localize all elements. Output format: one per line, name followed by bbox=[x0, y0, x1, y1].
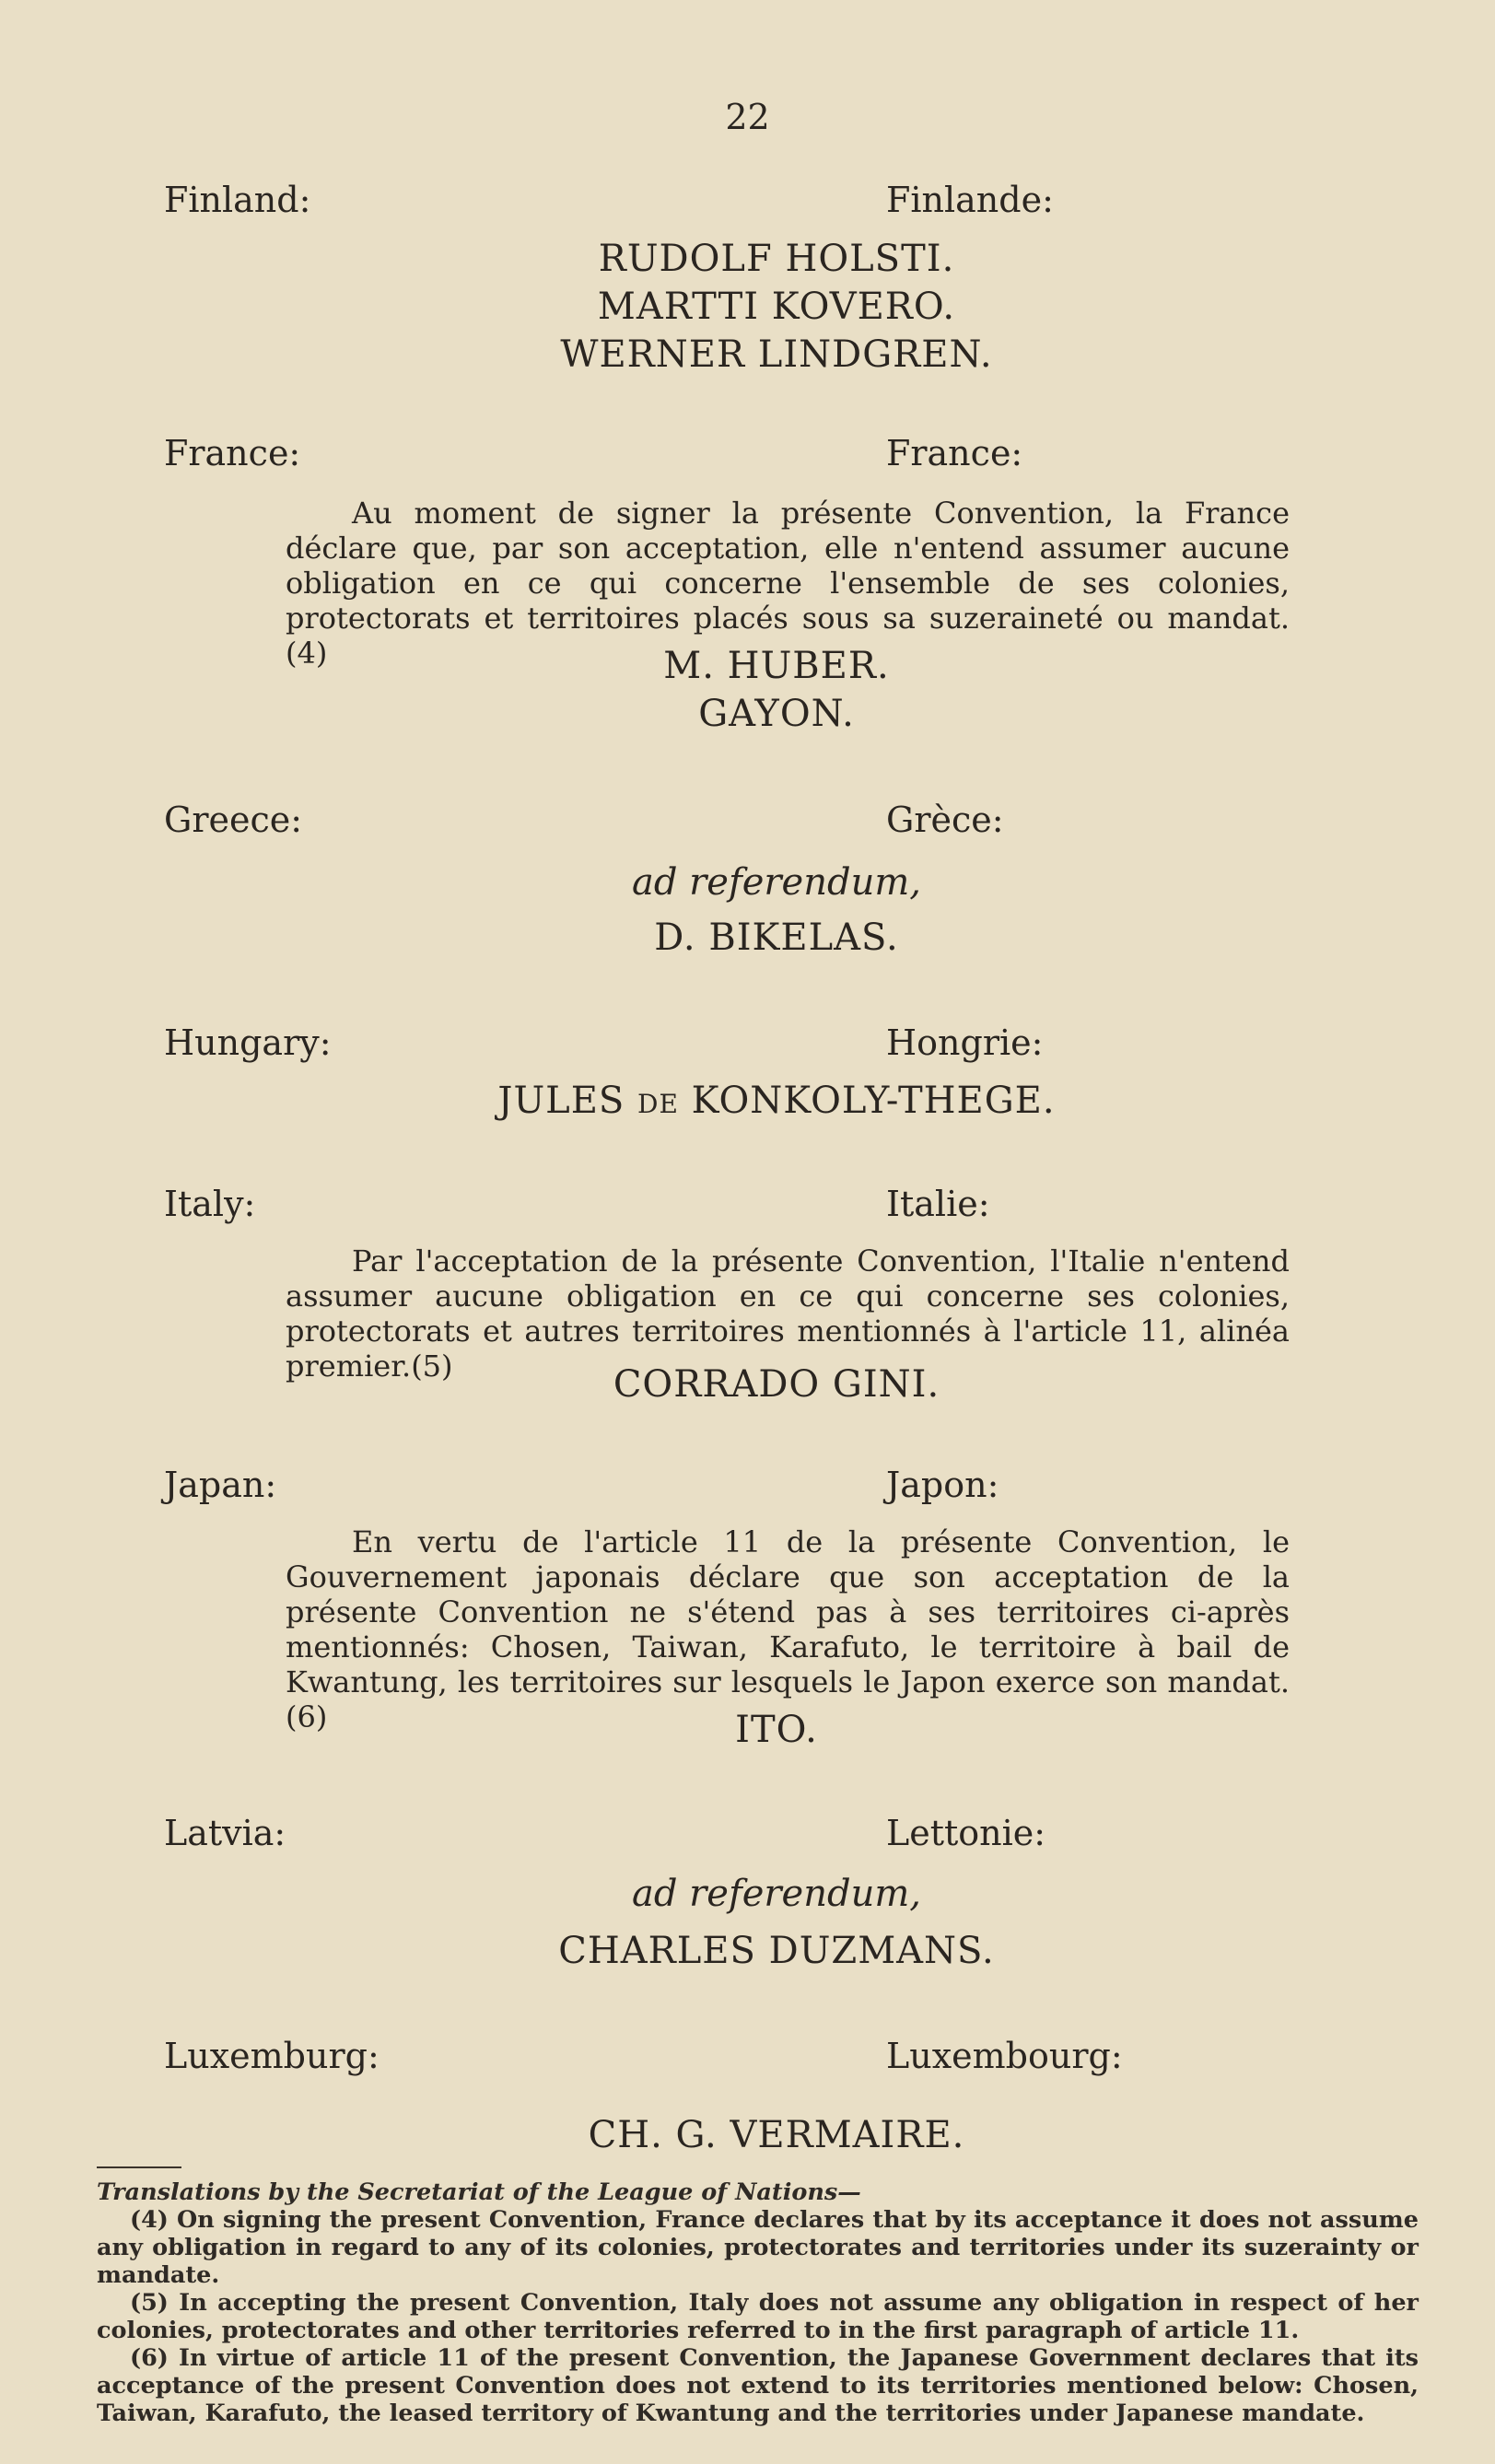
signatory-name: CORRADO GINI. bbox=[613, 1363, 940, 1406]
signatory-surname: KONKOLY-THEGE. bbox=[691, 1080, 1056, 1122]
country-french-greece: Grèce: bbox=[886, 800, 1004, 840]
country-english-luxemburg: Luxemburg: bbox=[164, 2036, 380, 2076]
signatory-name bbox=[164, 1080, 1389, 1122]
footnote-item: (4) On signing the present Convention, France declares that by its acceptance it does not assume any obligation in regard to any of its colonies, protectorates and territories under its suzerainty or mandate. bbox=[97, 2206, 1419, 2289]
reservation-note: ad referendum, bbox=[631, 861, 921, 904]
country-french-japan: Japon: bbox=[886, 1465, 999, 1505]
country-french-france: France: bbox=[886, 433, 1023, 473]
signatory-name: CH. G. VERMAIRE. bbox=[588, 2114, 965, 2156]
footnotes bbox=[97, 2178, 1419, 2427]
country-french-hungary: Hongrie: bbox=[886, 1022, 1044, 1063]
country-english-greece: Greece: bbox=[164, 800, 303, 840]
footnote-item: (6) In virtue of article 11 of the present Convention, the Japanese Government declares that its acceptance of the present Convention does not extend to its territories mentioned below: Chosen, Taiwan, Karafuto, the leased territory of Kwantung and the territories under Japanese mandate. bbox=[97, 2344, 1419, 2427]
signatory-particle: DE bbox=[637, 1089, 679, 1119]
reservation-note: ad referendum, bbox=[631, 1873, 921, 1915]
signatory-name: MARTTI KOVERO. bbox=[597, 286, 956, 328]
signatory-name: M. HUBER. bbox=[663, 645, 890, 687]
country-english-finland: Finland: bbox=[164, 180, 311, 220]
footnote-heading: Translations by the Secretariat of the League of Nations— bbox=[97, 2178, 861, 2206]
signatory-name: WERNER LINDGREN. bbox=[560, 333, 993, 376]
france-declaration: Au moment de signer la présente Convention, la France déclare que, par son acceptation, elle n'entend assumer aucune obligation en ce qui concerne l'ensemble de ses colonies, protectorats et territoires placés sous sa suzeraineté ou mandat.(4) bbox=[286, 496, 1290, 671]
signatory-name: ITO. bbox=[735, 1709, 818, 1751]
italy-declaration: Par l'acceptation de la présente Convention, l'Italie n'entend assumer aucune obligation en ce qui concerne ses colonies, protectorats et autres territoires mentionnés à l'article 11, alinéa premier.(5) bbox=[286, 1244, 1290, 1384]
signatory-name: GAYON. bbox=[698, 693, 855, 735]
country-english-latvia: Latvia: bbox=[164, 1813, 286, 1853]
footnote-item: (5) In accepting the present Convention, Italy does not assume any obligation in respect of her colonies, protectorates and other territories referred to in the first paragraph of article 11. bbox=[97, 2289, 1419, 2344]
country-english-italy: Italy: bbox=[164, 1184, 256, 1224]
signatory-name: CHARLES DUZMANS. bbox=[558, 1930, 995, 1972]
country-french-italy: Italie: bbox=[886, 1184, 990, 1224]
japan-declaration: En vertu de l'article 11 de la présente Convention, le Gouvernement japonais déclare que son acceptation de la présente Convention ne s'étend pas à ses territoires ci-après mentionnés: Chosen, Taiwan, Karafuto, le territoire à bail de Kwantung, les territoires sur lesquels le Japon exerce son mandat.(6) bbox=[286, 1524, 1290, 1734]
country-french-finland: Finlande: bbox=[886, 180, 1054, 220]
country-french-latvia: Lettonie: bbox=[886, 1813, 1046, 1853]
country-english-hungary: Hungary: bbox=[164, 1022, 332, 1063]
country-english-france: France: bbox=[164, 433, 301, 473]
signatory-given-name: JULES bbox=[497, 1080, 625, 1122]
country-french-luxemburg: Luxembourg: bbox=[886, 2036, 1123, 2076]
signatory-name: RUDOLF HOLSTI. bbox=[598, 238, 955, 280]
footnote-rule bbox=[97, 2166, 181, 2168]
signatory-name: D. BIKELAS. bbox=[654, 917, 899, 959]
page-number: 22 bbox=[725, 97, 770, 137]
country-english-japan: Japan: bbox=[164, 1465, 277, 1505]
